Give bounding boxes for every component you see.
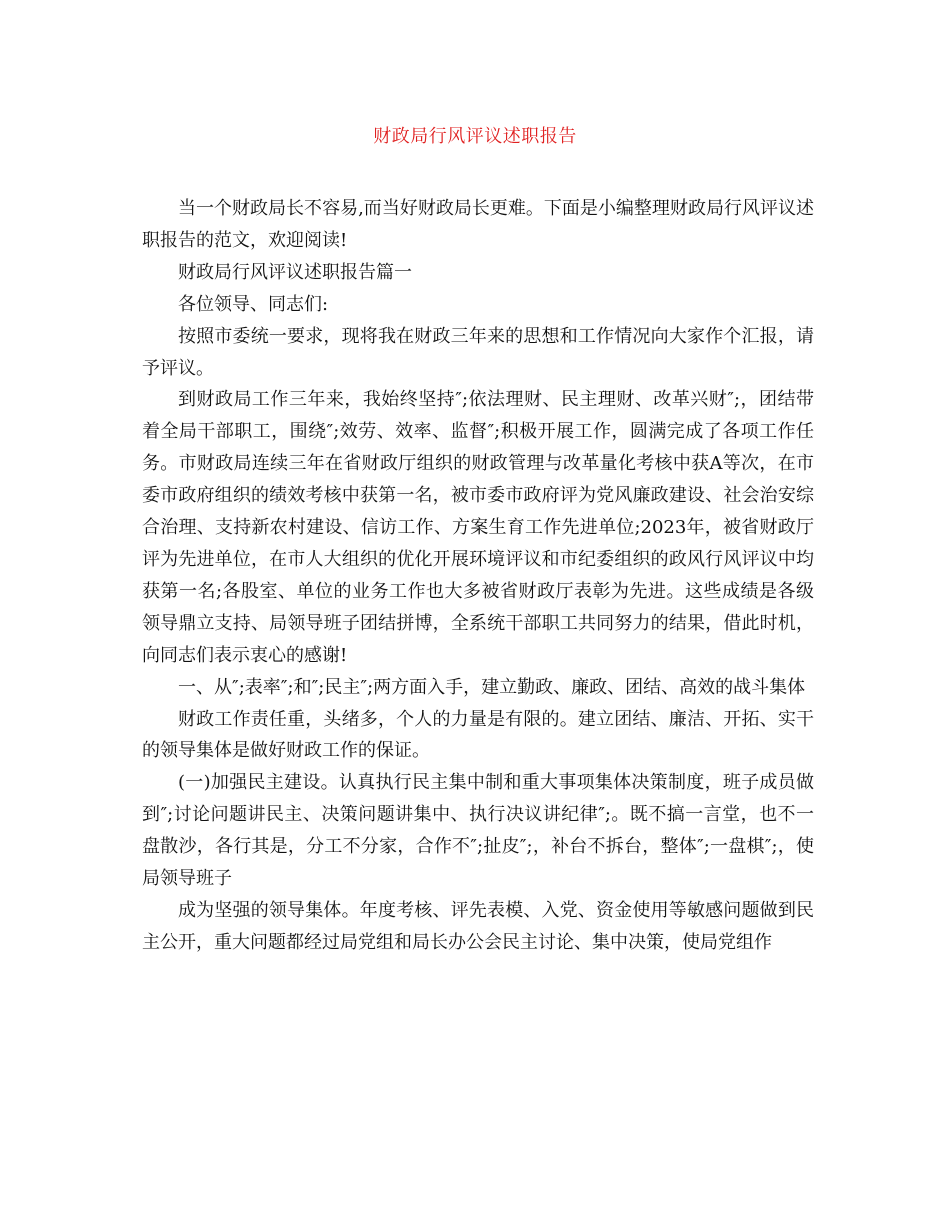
document-body bbox=[142, 193, 814, 959]
paragraph-continuation: 成为坚强的领导集体。年度考核、评先表模、入党、资金使用等敏感问题做到民主公开，重大问题都经过局党组和局长办公会民主讨论、集中决策，使局党组作 bbox=[142, 899, 814, 953]
paragraph-democracy: (一)加强民主建设。认真执行民主集中制和重大事项集体决策制度，班子成员做到″;讨论问题讲民主、决策问题讲集中、执行决议讲纪律″;。既不搞一言堂，也不一盘散沙，各行其是，分工不分家，合作不″;扯皮″;，补台不拆台，整体″;一盘棋″;，使局领导班子 bbox=[142, 772, 814, 890]
paragraph-achievements: 到财政局工作三年来，我始终坚持″;依法理财、民主理财、改革兴财″;，团结带着全局干部职工，围绕″;效劳、效率、监督″;积极开展工作，圆满完成了各项工作任务。市财政局连续三年在省财政厅组织的财政管理与改革量化考核中获A等次，在市委市政府组织的绩效考核中获第一名，被市委市政府评为党风廉政建设、社会治安综合治理、支持新农村建设、信访工作、方案生育工作先进单位;2023年，被省财政厅评为先进单位，在市人大组织的优化开展环境评议和市纪委组织的政风行风评议中均获第一名;各股室、单位的业务工作也大多被省财政厅表彰为先进。这些成绩是各级领导鼎立支持、局领导班子团结拼博，全系统干部职工共同努力的结果，借此时机，向同志们表示衷心的感谢! bbox=[142, 389, 814, 666]
paragraph-part-one-intro: 财政工作责任重，头绪多，个人的力量是有限的。建立团结、廉洁、开拓、实干的领导集体是做好财政工作的保证。 bbox=[142, 708, 814, 762]
paragraph-intro: 当一个财政局长不容易,而当好财政局长更难。下面是小编整理财政局行风评议述职报告的范文，欢迎阅读! bbox=[142, 198, 814, 251]
paragraph-salutation: 各位领导、同志们: bbox=[178, 293, 329, 315]
paragraph-part-one-heading: 一、从″;表率″;和″;民主″;两方面入手，建立勤政、廉政、团结、高效的战斗集体 bbox=[178, 676, 806, 698]
paragraph-opening: 按照市委统一要求，现将我在财政三年来的思想和工作情况向大家作个汇报，请予评议。 bbox=[142, 325, 814, 379]
document-title: 财政局行风评议述职报告 bbox=[373, 126, 577, 147]
paragraph-section-heading: 财政局行风评议述职报告篇一 bbox=[178, 261, 412, 283]
